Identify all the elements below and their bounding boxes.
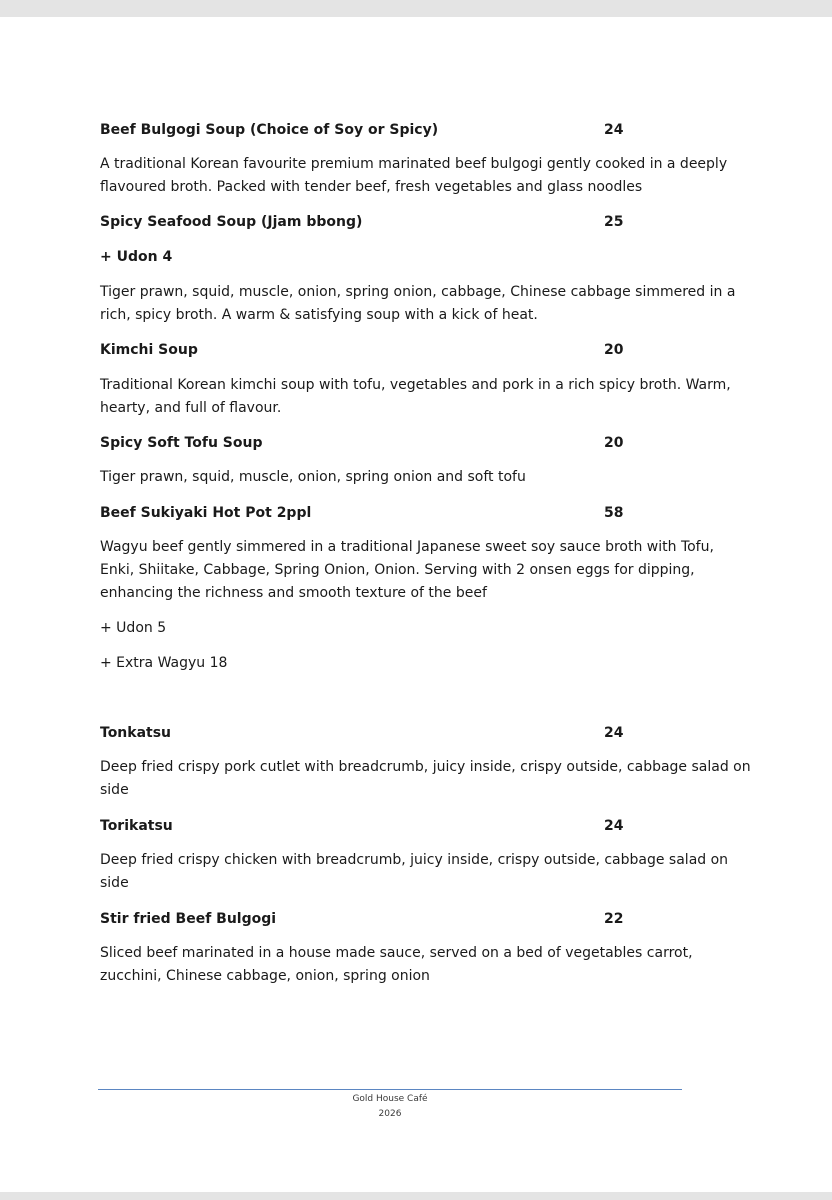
item-description-line: enhancing the richness and smooth texture of the beef: [100, 585, 487, 601]
item-price: 58: [604, 505, 624, 521]
item-name: Beef Bulgogi Soup (Choice of Soy or Spicy): [100, 122, 439, 138]
item-description-line: Wagyu beef gently simmered in a traditional Japanese sweet soy sauce broth with Tofu,: [100, 539, 714, 555]
item-name: Spicy Seafood Soup (Jjam bbong): [100, 214, 363, 230]
item-description-line: flavoured broth. Packed with tender beef, fresh vegetables and glass noodles: [100, 179, 643, 195]
item-description-line: side: [100, 875, 129, 891]
item-name: Spicy Soft Tofu Soup: [100, 435, 263, 451]
item-price: 20: [604, 342, 624, 358]
item-description-line: Traditional Korean kimchi soup with tofu, vegetables and pork in a rich spicy broth. Warm,: [100, 377, 731, 393]
item-name: Stir fried Beef Bulgogi: [100, 911, 277, 927]
footer-divider: [98, 1089, 682, 1090]
item-description-line: zucchini, Chinese cabbage, onion, spring onion: [100, 968, 430, 984]
item-description-line: hearty, and full of flavour.: [100, 400, 282, 416]
item-price: 24: [604, 122, 624, 138]
item-name: Torikatsu: [100, 818, 173, 834]
item-description-line: Deep fried crispy chicken with breadcrumb, juicy inside, crispy outside, cabbage salad on: [100, 852, 729, 868]
item-price: 20: [604, 435, 624, 451]
item-description-line: Tiger prawn, squid, muscle, onion, spring onion, cabbage, Chinese cabbage simmered in a: [100, 284, 736, 300]
item-name: Kimchi Soup: [100, 342, 198, 358]
item-description-line: Tiger prawn, squid, muscle, onion, spring onion and soft tofu: [100, 469, 526, 485]
item-name: Beef Sukiyaki Hot Pot 2ppl: [100, 505, 312, 521]
footer-business-name: Gold House Café: [352, 1094, 428, 1104]
item-description-line: Enki, Shiitake, Cabbage, Spring Onion, Onion. Serving with 2 onsen eggs for dipping,: [100, 562, 695, 578]
item-extra: + Udon 5: [100, 620, 167, 636]
item-addon: + Udon 4: [100, 249, 173, 265]
item-description-line: Deep fried crispy pork cutlet with breadcrumb, juicy inside, crispy outside, cabbage salad on: [100, 759, 751, 775]
item-name: Tonkatsu: [100, 725, 172, 741]
document-page: [0, 17, 832, 1192]
item-price: 24: [604, 725, 624, 741]
item-extra: + Extra Wagyu 18: [100, 655, 228, 671]
item-description-line: Sliced beef marinated in a house made sauce, served on a bed of vegetables carrot,: [100, 945, 693, 961]
footer-year: 2026: [378, 1109, 402, 1119]
item-price: 24: [604, 818, 624, 834]
item-price: 22: [604, 911, 624, 927]
item-description-line: rich, spicy broth. A warm & satisfying soup with a kick of heat.: [100, 307, 538, 323]
item-description-line: side: [100, 782, 129, 798]
item-price: 25: [604, 214, 624, 230]
item-description-line: A traditional Korean favourite premium marinated beef bulgogi gently cooked in a deeply: [100, 156, 728, 172]
